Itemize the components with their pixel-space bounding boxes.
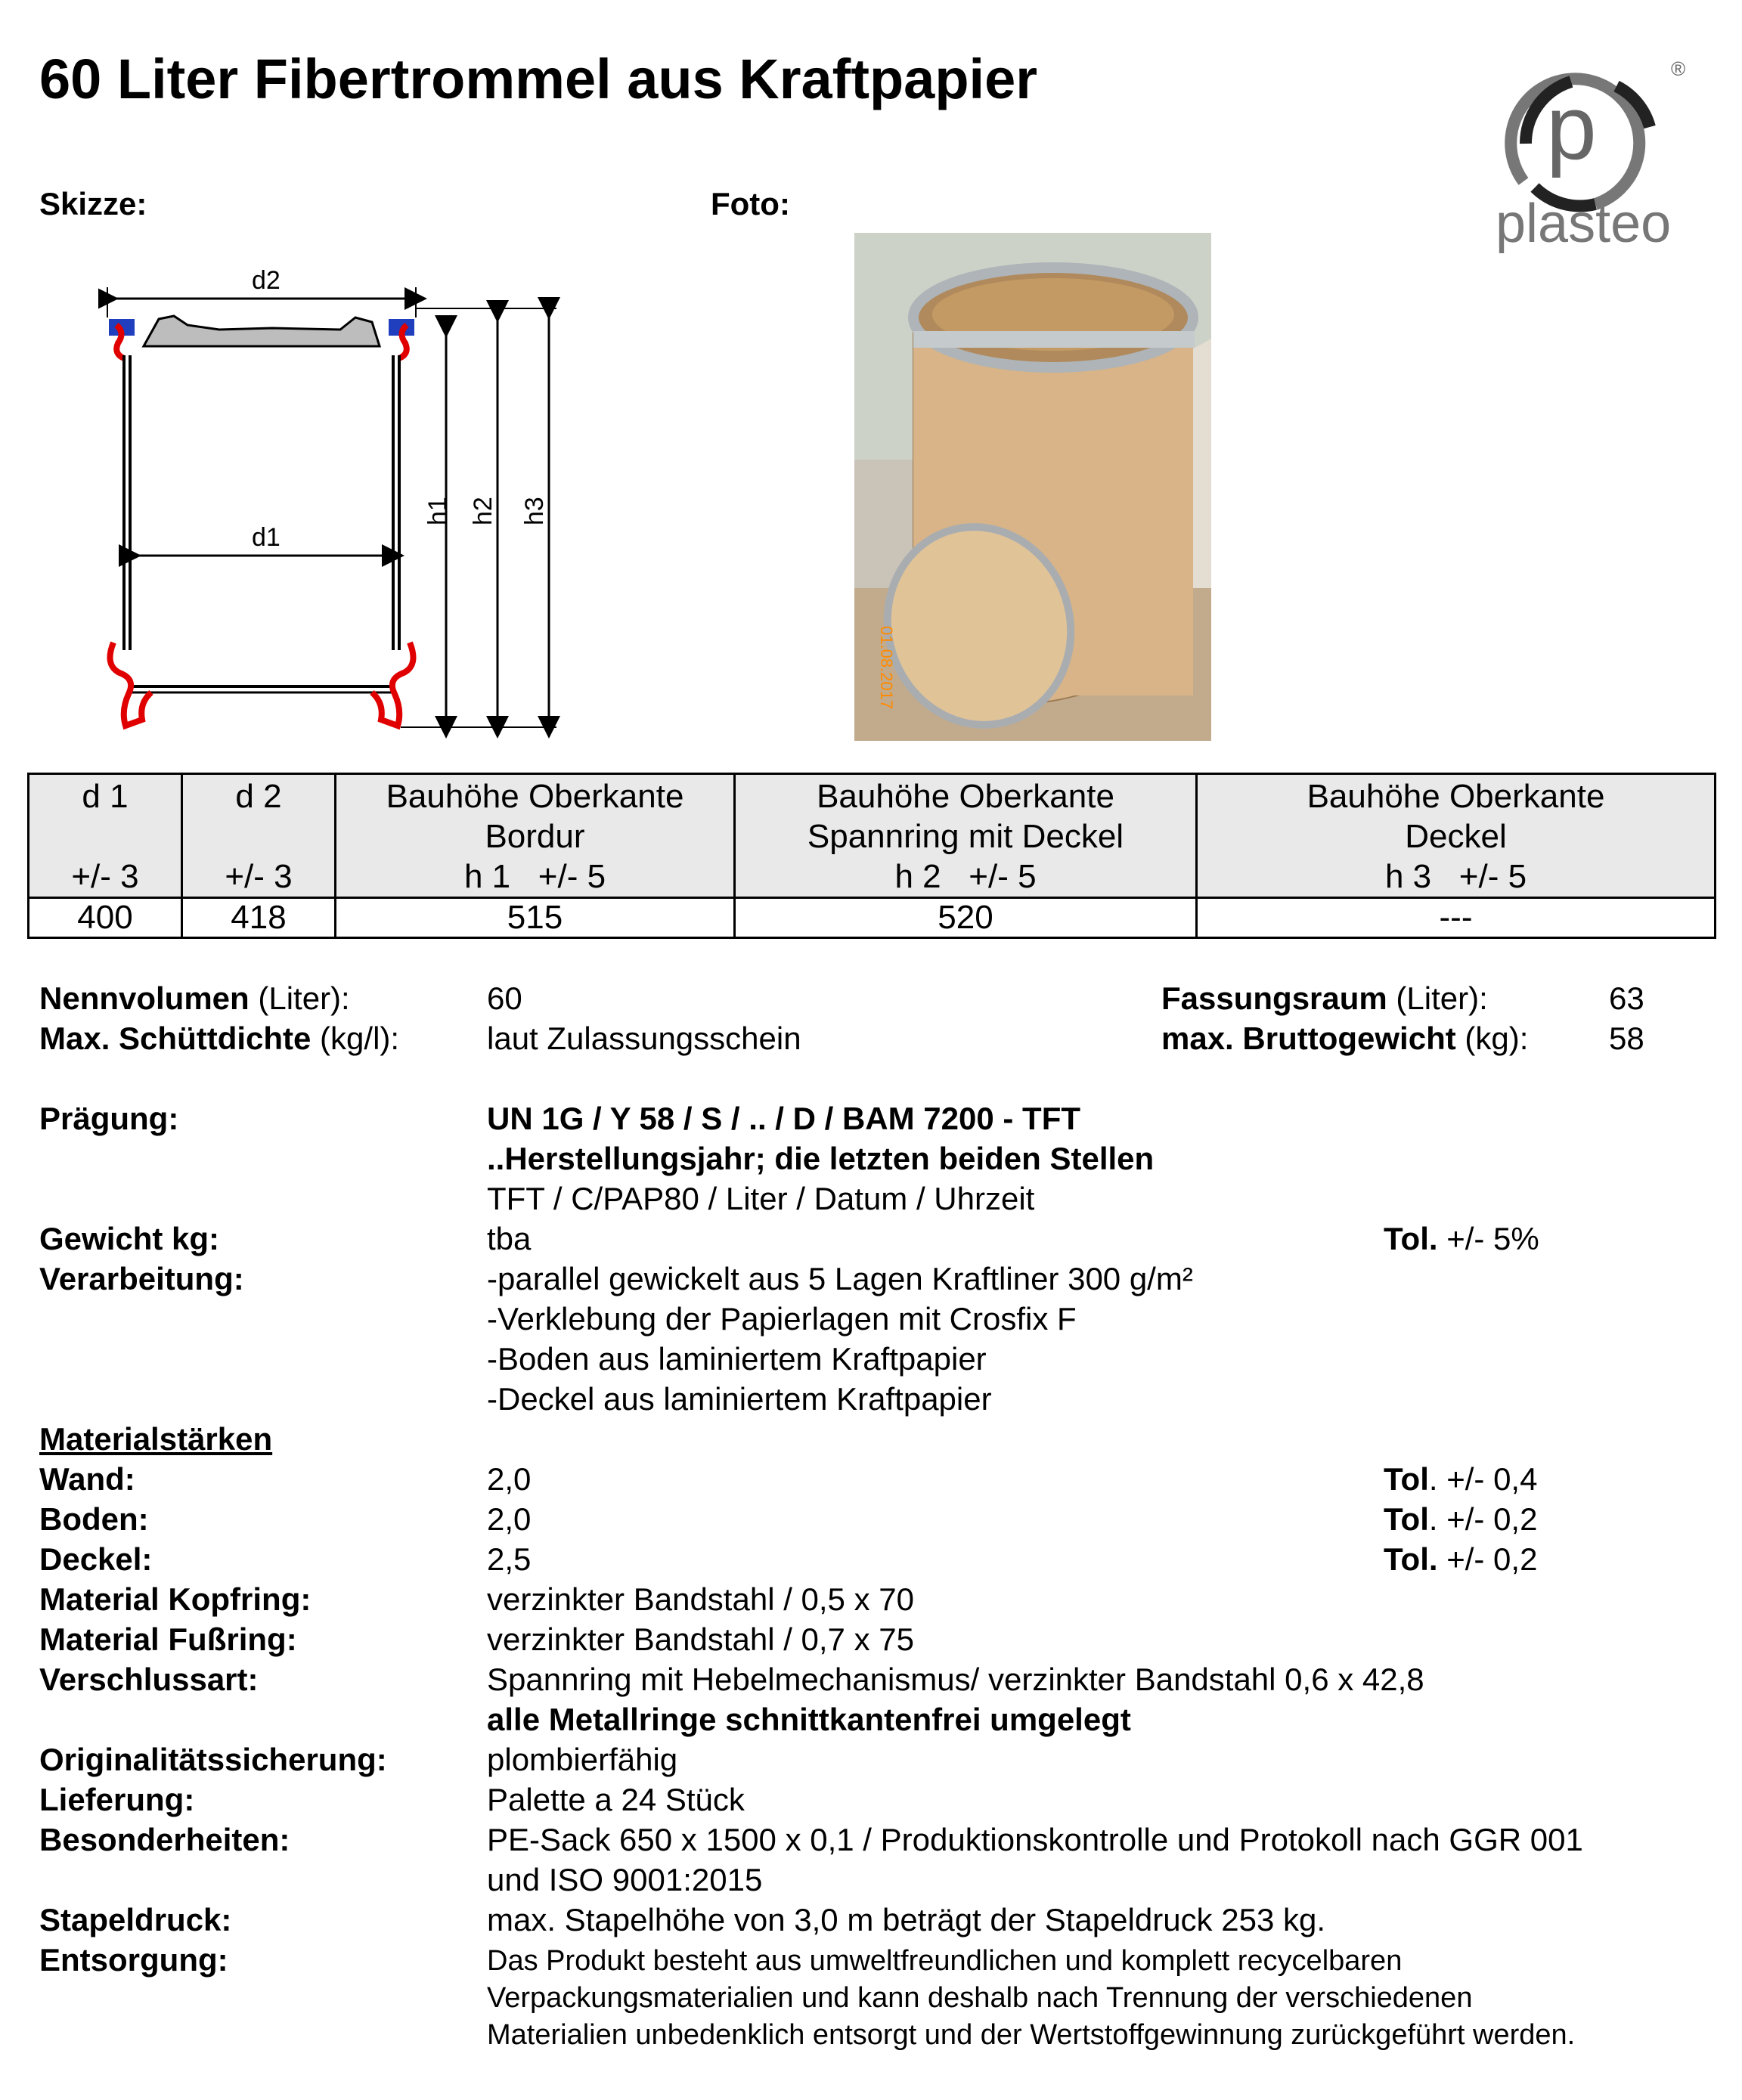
kopfring-label: Material Kopfring: [39,1581,312,1617]
deckel-tolerance: Tol. +/- 0,2 [1384,1541,1538,1577]
lieferung-label: Lieferung: [39,1782,195,1817]
fassungsraum-value: 63 [1609,980,1644,1016]
header-h3: Bauhöhe Oberkante Deckel h 3 +/- 5 [1197,774,1716,898]
d2-label: d2 [252,266,281,295]
fussring-value: verzinkter Bandstahl / 0,7 x 75 [487,1621,914,1657]
h1-label: h1 [423,497,452,525]
schuettdichte-value: laut Zulassungsschein [487,1021,801,1056]
sketch-label: Skizze: [39,186,147,221]
logo-wordmark: plasteo [1496,194,1672,254]
verarbeitung-line: -Deckel aus laminiertem Kraftpapier [487,1381,992,1417]
header-d2: d 2 +/- 3 [182,774,336,898]
wand-value: 2,0 [487,1461,532,1497]
photo-label: Foto: [711,186,790,221]
boden-label: Boden: [39,1501,149,1537]
boden-tolerance: Tol. +/- 0,2 [1384,1501,1538,1537]
stapeldruck-value: max. Stapelhöhe von 3,0 m beträgt der Stapeldruck 253 kg. [487,1902,1326,1937]
gewicht-label: Gewicht kg: [39,1221,220,1256]
table-header-row [29,774,1716,898]
header-d1: d 1 +/- 3 [29,774,182,898]
dimension-table [27,773,1716,939]
praegung-line1: UN 1G / Y 58 / S / .. / D / BAM 7200 - TFT [487,1101,1080,1136]
gewicht-tolerance: Tol. +/- 5% [1384,1221,1539,1256]
verschluss-line1: Spannring mit Hebelmechanismus/ verzinkter Bandstahl 0,6 x 42,8 [487,1662,1424,1697]
kopfring-value: verzinkter Bandstahl / 0,5 x 70 [487,1581,914,1617]
plasteo-p-ring-icon [1482,53,1701,265]
date-stamp: 01.08.2017 [877,626,896,710]
materialstaerken-heading: Materialstärken [39,1421,273,1457]
header-h1: Bauhöhe Oberkante Bordur h 1 +/- 5 [336,774,735,898]
originalitaet-label: Originalitätssicherung: [39,1742,387,1777]
wand-label: Wand: [39,1461,135,1497]
drum-sketch [98,265,597,741]
verarbeitung-line: -Verklebung der Papierlagen mit Crosfix F [487,1301,1077,1337]
registered-mark: ® [1671,57,1686,80]
bruttogewicht-label: max. Bruttogewicht (kg): [1161,1021,1529,1056]
praegung-label: Prägung: [39,1101,179,1136]
verschluss-label: Verschlussart: [39,1662,259,1697]
entsorgung-line: Das Produkt besteht aus umweltfreundlichen und komplett recycelbaren [487,1945,1403,1977]
value-h2: 520 [735,898,1197,938]
nennvolumen-value: 60 [487,980,522,1016]
value-d2: 418 [182,898,336,938]
bruttogewicht-value: 58 [1609,1021,1644,1056]
deckel-value: 2,5 [487,1541,532,1577]
verarbeitung-line: -Boden aus laminiertem Kraftpapier [487,1341,987,1377]
stapeldruck-label: Stapeldruck: [39,1902,232,1937]
praegung-line3: TFT / C/PAP80 / Liter / Datum / Uhrzeit [487,1181,1035,1216]
entsorgung-label: Entsorgung: [39,1942,228,1978]
d1-label: d1 [252,523,281,552]
value-d1: 400 [29,898,182,938]
wand-tolerance: Tol. +/- 0,4 [1384,1461,1538,1497]
verschluss-line2: alle Metallringe schnittkantenfrei umgelegt [487,1702,1131,1737]
verarbeitung-line: -parallel gewickelt aus 5 Lagen Kraftliner 300 g/m² [487,1261,1193,1296]
besonderheiten-line1: PE-Sack 650 x 1500 x 0,1 / Produktionskontrolle und Protokoll nach GGR 001 [487,1822,1583,1857]
nennvolumen-label: Nennvolumen (Liter): [39,980,350,1016]
entsorgung-line: Materialien unbedenklich entsorgt und der Wertstoffgewinnung zurückgeführt werden. [487,2019,1576,2051]
schuettdichte-label: Max. Schüttdichte (kg/l): [39,1021,400,1056]
page-title: 60 Liter Fibertrommel aus Kraftpapier [39,48,1038,110]
h2-label: h2 [469,497,497,525]
h3-label: h3 [520,497,549,525]
header-h2: Bauhöhe Oberkante Spannring mit Deckel h 2 +/- 5 [735,774,1197,898]
plasteo-logo [1482,53,1701,265]
gewicht-value: tba [487,1221,532,1256]
lieferung-value: Palette a 24 Stück [487,1782,745,1817]
logo-letter: p [1546,77,1597,178]
value-h1: 515 [336,898,735,938]
fassungsraum-label: Fassungsraum (Liter): [1161,980,1488,1016]
fussring-label: Material Fußring: [39,1621,297,1657]
verarbeitung-label: Verarbeitung: [39,1261,244,1296]
drum-photo [854,233,1211,741]
deckel-label: Deckel: [39,1541,153,1577]
besonderheiten-line2: und ISO 9001:2015 [487,1862,763,1897]
entsorgung-line: Verpackungsmaterialien und kann deshalb nach Trennung der verschiedenen [487,1982,1473,2014]
boden-value: 2,0 [487,1501,532,1537]
praegung-line2: ..Herstellungsjahr; die letzten beiden Stellen [487,1141,1155,1176]
besonderheiten-label: Besonderheiten: [39,1822,290,1857]
originalitaet-value: plombierfähig [487,1742,678,1777]
table-row [29,898,1716,938]
value-h3: --- [1197,898,1716,938]
